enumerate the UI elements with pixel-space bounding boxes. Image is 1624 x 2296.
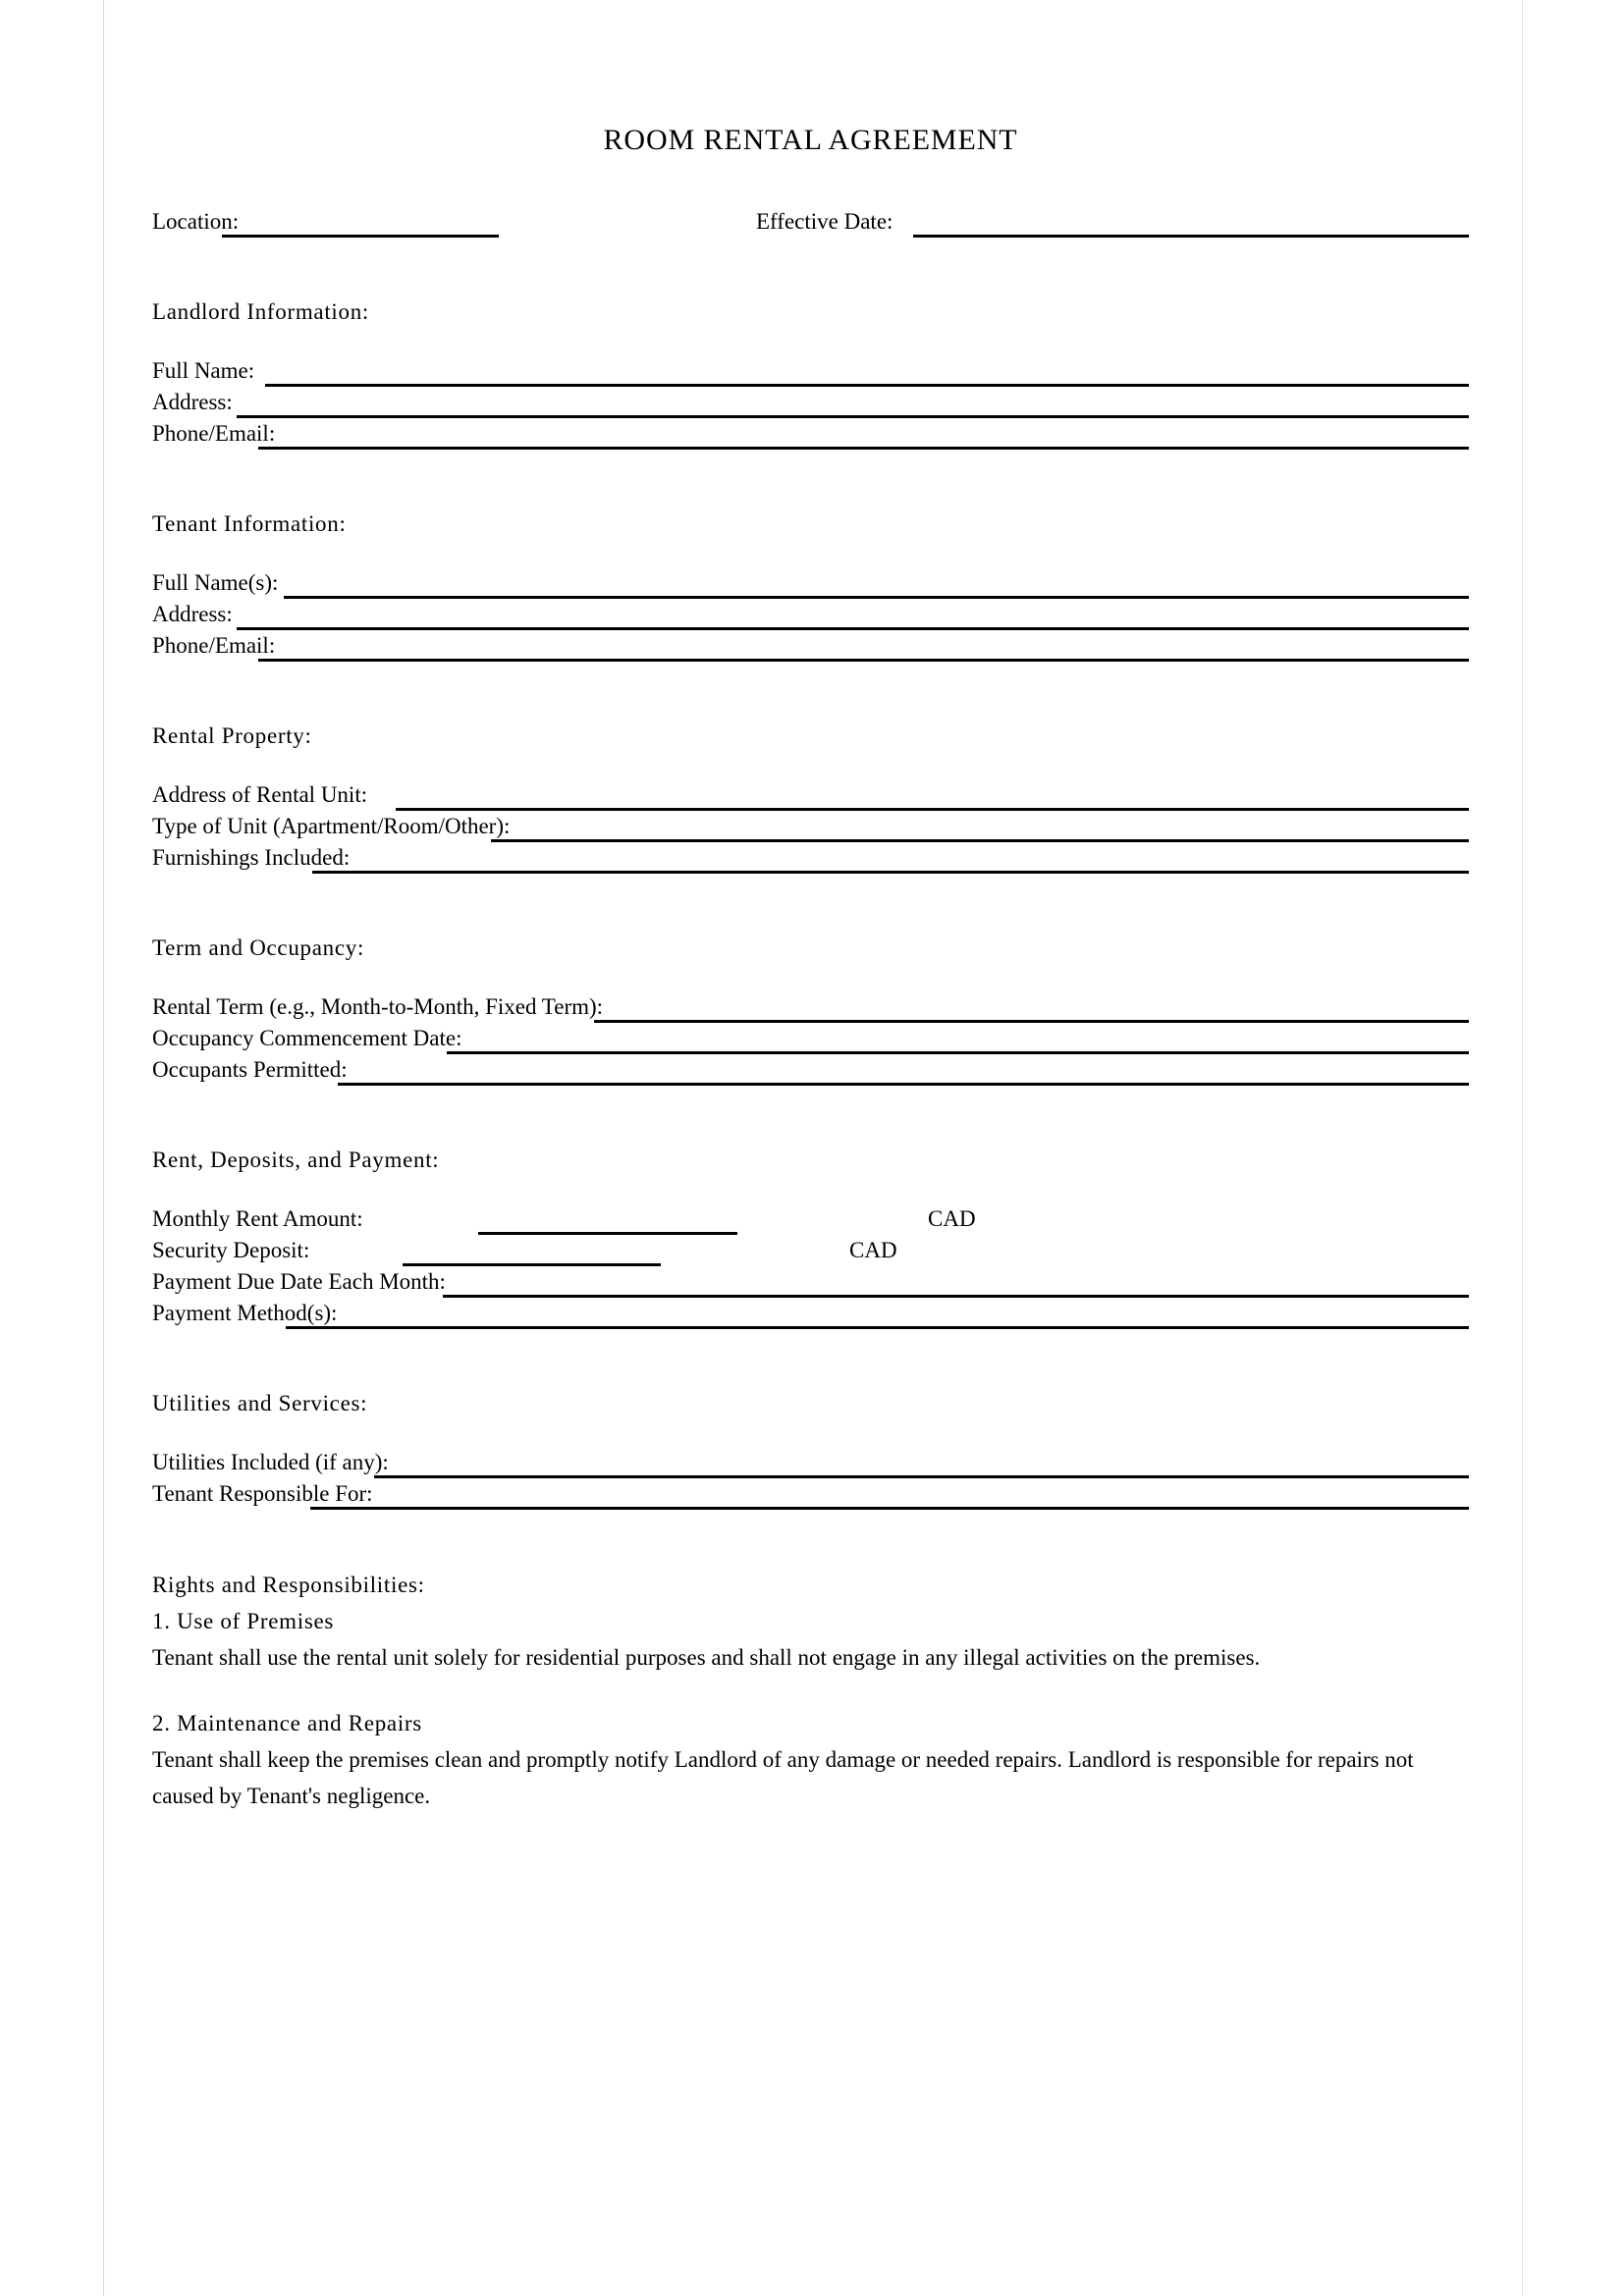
section-heading-term-occupancy: Term and Occupancy: (152, 935, 365, 960)
header-fields-row (152, 208, 1469, 240)
page-title: ROOM RENTAL AGREEMENT (603, 124, 1018, 156)
field-row-unit-type (152, 813, 1469, 844)
field-row-payment-methods (152, 1300, 1469, 1331)
landlord-address-input[interactable] (237, 415, 1469, 418)
security-deposit-input[interactable] (403, 1263, 661, 1266)
occupancy-commencement-input[interactable] (447, 1051, 1469, 1054)
clause-body-1: Tenant shall use the rental unit solely for residential purposes and shall not engage in any illegal activities on the premises. (152, 1645, 1261, 1670)
section-heading-rent-payment: Rent, Deposits, and Payment: (152, 1148, 440, 1172)
payment-due-date-label: Payment Due Date Each Month: (152, 1269, 446, 1294)
tenant-responsible-input[interactable] (310, 1507, 1469, 1510)
field-row-tenant-address (152, 601, 1469, 632)
tenant-phone-email-label: Phone/Email: (152, 633, 276, 658)
landlord-full-name-input[interactable] (265, 384, 1469, 387)
field-row-landlord-full-name (152, 357, 1469, 389)
tenant-address-label: Address: (152, 602, 233, 626)
effective-date-input[interactable] (913, 235, 1469, 238)
furnishings-label: Furnishings Included: (152, 845, 351, 870)
monthly-rent-label: Monthly Rent Amount: (152, 1206, 363, 1231)
landlord-full-name-label: Full Name: (152, 358, 255, 383)
utilities-included-label: Utilities Included (if any): (152, 1450, 389, 1474)
landlord-address-label: Address: (152, 390, 233, 414)
section-heading-landlord: Landlord Information: (152, 299, 370, 324)
section-heading-rental-property: Rental Property: (152, 723, 312, 748)
security-deposit-currency: CAD (849, 1238, 897, 1262)
effective-date-label: Effective Date: (756, 209, 893, 234)
payment-methods-label: Payment Method(s): (152, 1301, 338, 1325)
tenant-full-names-label: Full Name(s): (152, 570, 279, 595)
field-row-rental-term (152, 993, 1469, 1025)
unit-type-label: Type of Unit (Apartment/Room/Other): (152, 814, 511, 838)
field-row-payment-due-date (152, 1268, 1469, 1300)
section-heading-rights: Rights and Responsibilities: (152, 1573, 425, 1597)
occupants-permitted-label: Occupants Permitted: (152, 1057, 348, 1082)
clause-body-2: Tenant shall keep the premises clean and promptly notify Landlord of any damage or needed repairs. Landlord is responsible for repairs not caused by Tenant's negligence. (152, 1747, 1414, 1808)
field-row-landlord-address (152, 389, 1469, 420)
furnishings-input[interactable] (312, 871, 1469, 874)
field-row-occupancy-commencement (152, 1025, 1469, 1056)
tenant-responsible-label: Tenant Responsible For: (152, 1481, 373, 1506)
security-deposit-label: Security Deposit: (152, 1238, 310, 1262)
utilities-included-input[interactable] (374, 1475, 1469, 1478)
payment-methods-input[interactable] (286, 1326, 1469, 1329)
location-input[interactable] (222, 235, 499, 238)
field-row-tenant-responsible (152, 1480, 1469, 1512)
clause-heading-1: 1. Use of Premises (152, 1609, 335, 1633)
payment-due-date-input[interactable] (443, 1295, 1469, 1298)
tenant-phone-email-input[interactable] (258, 659, 1469, 662)
monthly-rent-currency: CAD (928, 1206, 976, 1231)
field-row-security-deposit (152, 1237, 1469, 1268)
monthly-rent-input[interactable] (478, 1232, 737, 1235)
document-content (152, 0, 1469, 1814)
field-row-landlord-phone-email (152, 420, 1469, 452)
tenant-full-names-input[interactable] (284, 596, 1469, 599)
rental-unit-address-input[interactable] (396, 808, 1469, 811)
rental-term-input[interactable] (594, 1020, 1469, 1023)
unit-type-input[interactable] (491, 839, 1469, 842)
field-row-occupants-permitted (152, 1056, 1469, 1088)
field-row-tenant-full-names (152, 569, 1469, 601)
rental-unit-address-label: Address of Rental Unit: (152, 782, 368, 807)
field-row-furnishings (152, 844, 1469, 876)
section-heading-utilities: Utilities and Services: (152, 1391, 368, 1415)
section-heading-tenant: Tenant Information: (152, 511, 347, 536)
landlord-phone-email-input[interactable] (258, 447, 1469, 450)
rental-term-label: Rental Term (e.g., Month-to-Month, Fixed Term): (152, 994, 604, 1019)
location-label: Location: (152, 209, 240, 234)
field-row-rental-unit-address (152, 781, 1469, 813)
occupants-permitted-input[interactable] (338, 1083, 1469, 1086)
tenant-address-input[interactable] (237, 627, 1469, 630)
occupancy-commencement-label: Occupancy Commencement Date: (152, 1026, 462, 1050)
landlord-phone-email-label: Phone/Email: (152, 421, 276, 446)
clause-heading-2: 2. Maintenance and Repairs (152, 1711, 422, 1735)
field-row-utilities-included (152, 1449, 1469, 1480)
field-row-tenant-phone-email (152, 632, 1469, 664)
field-row-monthly-rent (152, 1205, 1469, 1237)
